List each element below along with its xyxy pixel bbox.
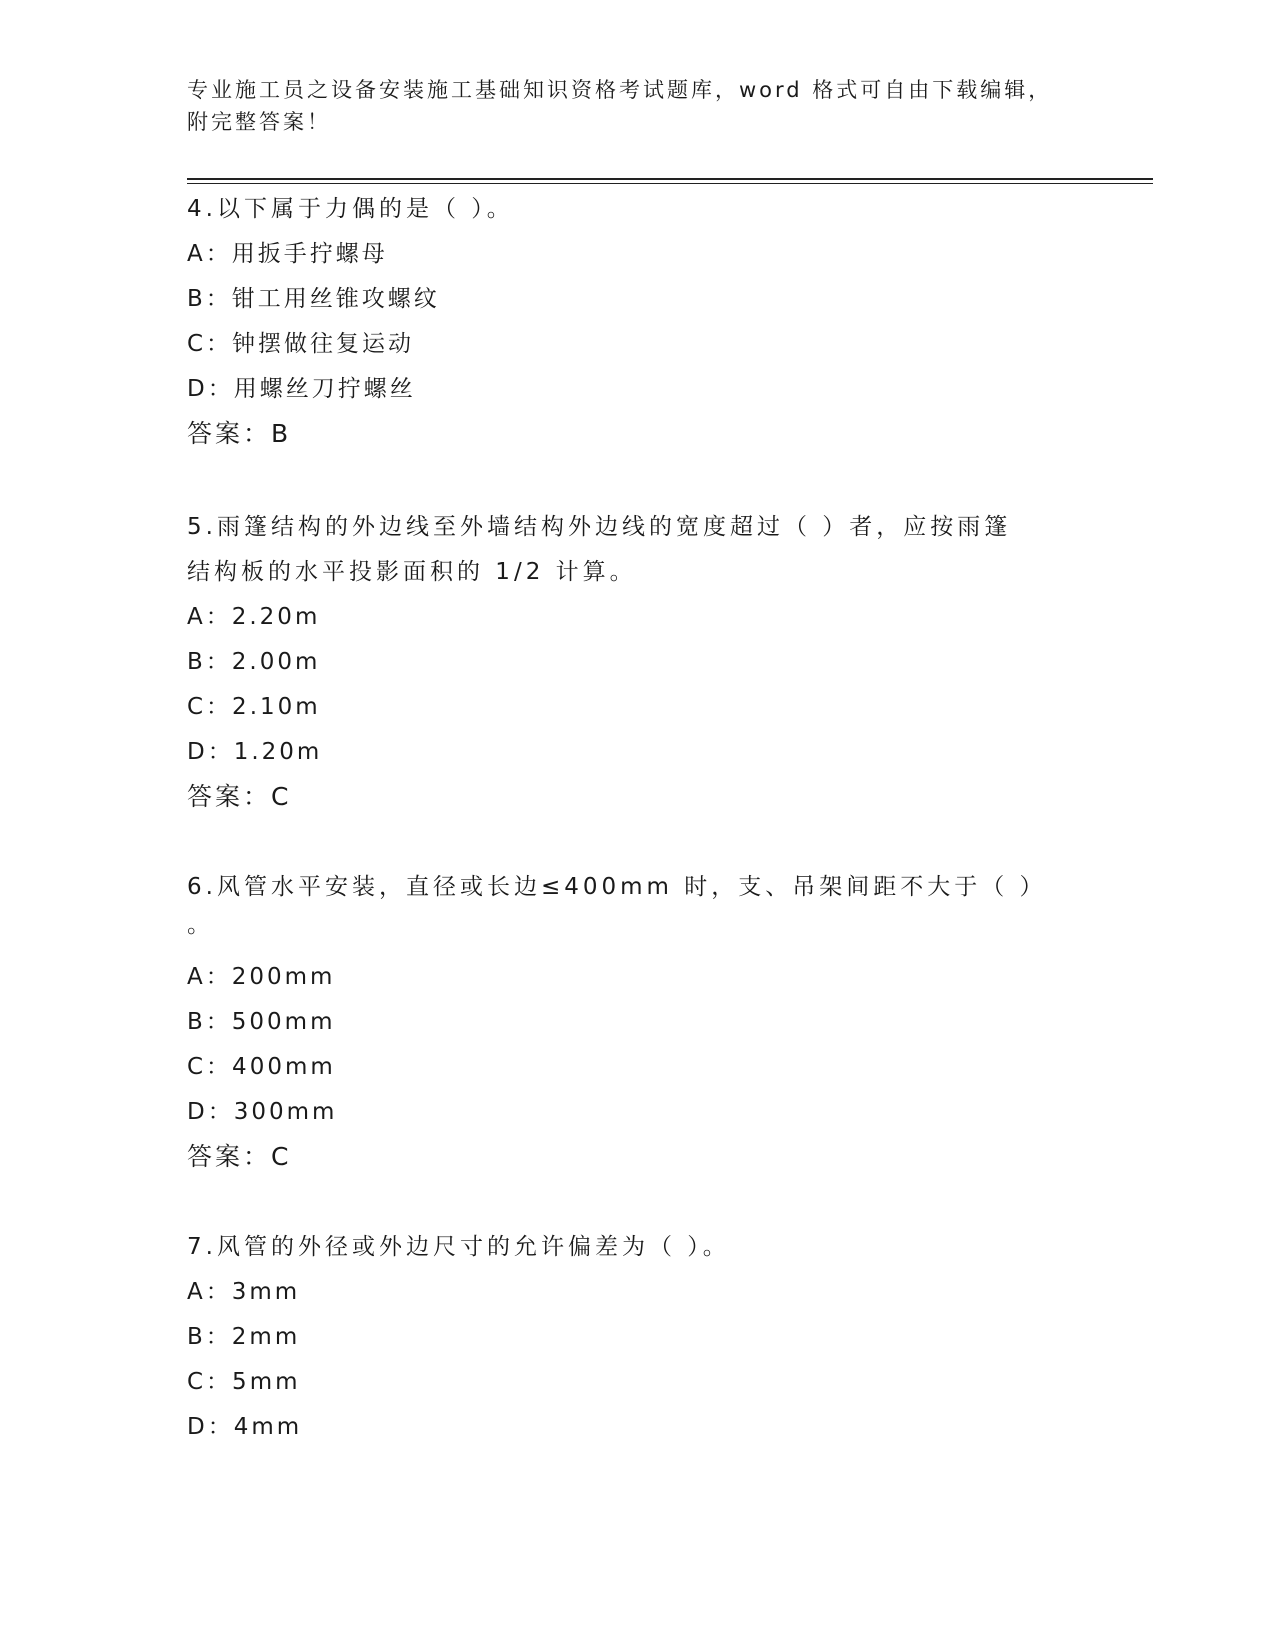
option-a: A：3mm bbox=[187, 1279, 301, 1305]
answer: 答案：B bbox=[187, 419, 292, 448]
option-b: B：2mm bbox=[187, 1324, 301, 1350]
header-line-2: 附完整答案！ bbox=[187, 110, 331, 134]
header-line-1: 专业施工员之设备安装施工基础知识资格考试题库，word 格式可自由下载编辑， bbox=[187, 78, 1053, 102]
option-a: A：2.20m bbox=[187, 604, 321, 630]
option-d: D：1.20m bbox=[187, 739, 323, 765]
document-header bbox=[187, 74, 1067, 138]
option-a: A：200mm bbox=[187, 964, 336, 990]
header-divider-thick bbox=[187, 178, 1153, 180]
question-stem: 7.风管的外径或外边尺寸的允许偏差为（ ）。 bbox=[187, 1234, 730, 1260]
question-stem-line-1: 5.雨篷结构的外边线至外墙结构外边线的宽度超过（ ）者，应按雨篷 bbox=[187, 514, 1012, 540]
answer: 答案：C bbox=[187, 782, 292, 811]
option-b: B：500mm bbox=[187, 1009, 336, 1035]
option-c: C：钟摆做往复运动 bbox=[187, 331, 415, 357]
question-stem-line-2: 。 bbox=[187, 912, 214, 938]
option-d: D：300mm bbox=[187, 1099, 338, 1125]
option-b: B：2.00m bbox=[187, 649, 321, 675]
question-stem-line-2: 结构板的水平投影面积的 1/2 计算。 bbox=[187, 559, 637, 585]
option-a: A：用扳手拧螺母 bbox=[187, 241, 388, 267]
option-c: C：5mm bbox=[187, 1369, 301, 1395]
answer: 答案：C bbox=[187, 1142, 292, 1171]
option-b: B：钳工用丝锥攻螺纹 bbox=[187, 286, 440, 312]
question-stem-line-1: 6.风管水平安装，直径或长边≤400mm 时，支、吊架间距不大于（ ） bbox=[187, 874, 1047, 900]
option-d: D：用螺丝刀拧螺丝 bbox=[187, 376, 416, 402]
option-c: C：400mm bbox=[187, 1054, 336, 1080]
question-stem: 4.以下属于力偶的是（ ）。 bbox=[187, 196, 514, 222]
header-divider-thin bbox=[187, 183, 1153, 184]
option-d: D：4mm bbox=[187, 1414, 303, 1440]
option-c: C：2.10m bbox=[187, 694, 321, 720]
